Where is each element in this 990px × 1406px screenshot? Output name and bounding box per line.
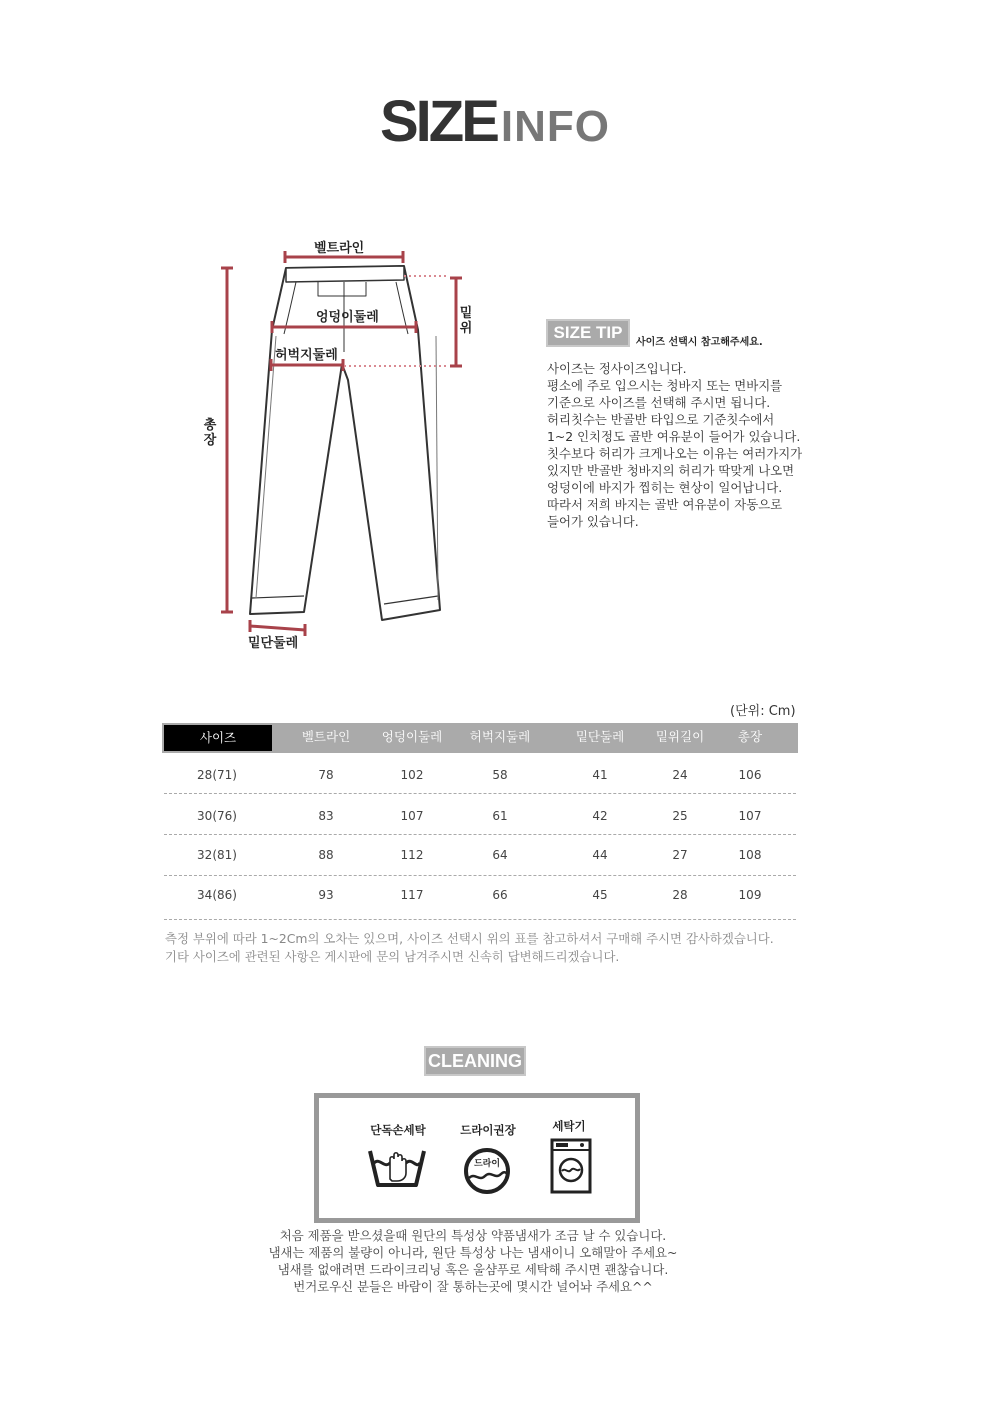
header-size: 사이즈: [164, 725, 272, 751]
label-hand-wash: 단독손세탁: [370, 1123, 426, 1137]
table-header: [162, 723, 798, 753]
cell-hip: 112: [400, 848, 424, 862]
table-row: [162, 796, 798, 836]
note-line: 기타 사이즈에 관련된 사항은 게시판에 문의 남겨주시면 신속히 답변해드리겠습니다.: [165, 949, 620, 964]
cell-belt: 88: [318, 848, 334, 862]
header-hip: 엉덩이둘레: [381, 729, 443, 744]
cell-hem: 44: [592, 848, 608, 862]
row-divider: [164, 793, 796, 794]
cell-belt: 93: [318, 888, 334, 902]
cell-thigh: 64: [492, 848, 508, 862]
cell-length: 108: [738, 848, 762, 862]
cleaning-line: 번거로우신 분들은 바람이 잘 통하는곳에 몇시간 널어놔 주세요^^: [293, 1279, 653, 1294]
cell-hem: 41: [592, 768, 608, 782]
cell-hip: 102: [400, 768, 424, 782]
cleaning-line: 냄새는 제품의 불량이 아니라, 원단 특성상 나는 냄새이니 오해말아 주세요~: [268, 1245, 678, 1260]
label-belt-line: 벨트라인: [314, 241, 365, 256]
cleaning-box: [314, 1093, 640, 1223]
cell-size: 30(76): [197, 809, 237, 823]
title-size: SIZE: [379, 89, 497, 154]
label-washing-machine: 세탁기: [552, 1119, 586, 1133]
dry-clean-icon: [461, 1148, 513, 1194]
tip-line: 있지만 반골반 청바지의 허리가 딱맞게 나오면: [547, 463, 795, 478]
pants-illustration: [0, 0, 990, 700]
cell-size: 34(86): [197, 888, 237, 902]
header-length: 총장: [737, 729, 763, 744]
row-divider: [164, 919, 796, 920]
header-belt: 벨트라인: [301, 729, 351, 744]
tip-line: 기준으로 사이즈를 선택해 주시면 됩니다.: [547, 395, 771, 410]
tip-line: 사이즈는 정사이즈입니다.: [547, 361, 687, 376]
tip-line: 평소에 주로 입으시는 청바지 또는 면바지를: [547, 378, 783, 393]
cleaning-text: [0, 1227, 946, 1295]
washing-machine-icon: [550, 1138, 592, 1194]
tip-line: 따라서 저희 바지는 골반 여유분이 자동으로: [547, 497, 783, 512]
cleaning-line: 처음 제품을 받으셨을때 원단의 특성상 약품냄새가 조금 날 수 있습니다.: [279, 1228, 667, 1243]
cell-hip: 107: [400, 809, 424, 823]
table-row: [162, 875, 798, 915]
tip-line: 1~2 인치정도 골반 여유분이 들어가 있습니다.: [547, 429, 801, 444]
cell-hip: 117: [400, 888, 424, 902]
cell-length: 106: [738, 768, 762, 782]
cell-rise: 25: [672, 809, 688, 823]
pants-diagram: [0, 0, 990, 700]
cell-belt: 78: [318, 768, 334, 782]
label-dry-clean: 드라이권장: [460, 1123, 516, 1137]
cell-thigh: 61: [492, 809, 508, 823]
title-info: INFO: [500, 102, 611, 151]
size-tip-badge: SIZE TIP: [546, 319, 630, 347]
label-length: 총장: [203, 418, 217, 448]
dry-clean-icon-text: 드라이: [473, 1159, 501, 1169]
header-thigh: 허벅지둘레: [469, 729, 531, 744]
size-tip-note: 사이즈 선택시 참고해주세요.: [636, 337, 763, 348]
tip-line: 들어가 있습니다.: [547, 514, 639, 529]
cell-size: 32(81): [197, 848, 237, 862]
label-hem: 밑단둘레: [248, 636, 299, 651]
tip-line: 허리칫수는 반골반 타입으로 기준칫수에서: [547, 412, 775, 427]
note-line: 측정 부위에 따라 1~2Cm의 오차는 있으며, 사이즈 선택시 위의 표를 참고하셔서 구매해 주시면 감사하겠습니다.: [165, 931, 774, 946]
cell-thigh: 66: [492, 888, 508, 902]
tip-line: 엉덩이에 바지가 찝히는 현상이 일어납니다.: [547, 480, 783, 495]
label-hip: 엉덩이둘레: [316, 310, 379, 325]
cell-length: 109: [738, 888, 762, 902]
cell-hem: 42: [592, 809, 608, 823]
cell-length: 107: [738, 809, 762, 823]
cleaning-badge: CLEANING: [424, 1046, 526, 1076]
table-row: [162, 755, 798, 795]
size-tip-text: [547, 360, 847, 530]
label-rise: 밑위: [459, 306, 473, 336]
table-notes: [165, 930, 774, 966]
cell-rise: 24: [672, 768, 688, 782]
cell-rise: 28: [672, 888, 688, 902]
unit-label: (단위: Cm): [730, 704, 796, 719]
cell-size: 28(71): [197, 768, 237, 782]
cell-belt: 83: [318, 809, 334, 823]
cell-thigh: 58: [492, 768, 508, 782]
cell-hem: 45: [592, 888, 608, 902]
cleaning-line: 냄새를 없애려면 드라이크리닝 혹은 울샴푸로 세탁해 주시면 괜찮습니다.: [277, 1262, 669, 1277]
header-rise: 밑위길이: [655, 729, 705, 744]
cell-rise: 27: [672, 848, 688, 862]
label-thigh: 허벅지둘레: [275, 348, 338, 363]
tip-line: 칫수보다 허리가 크게나오는 이유는 여러가지가: [547, 446, 803, 461]
hand-wash-icon: [366, 1145, 428, 1193]
header-hem: 밑단둘레: [575, 729, 625, 744]
table-row: [162, 835, 798, 875]
